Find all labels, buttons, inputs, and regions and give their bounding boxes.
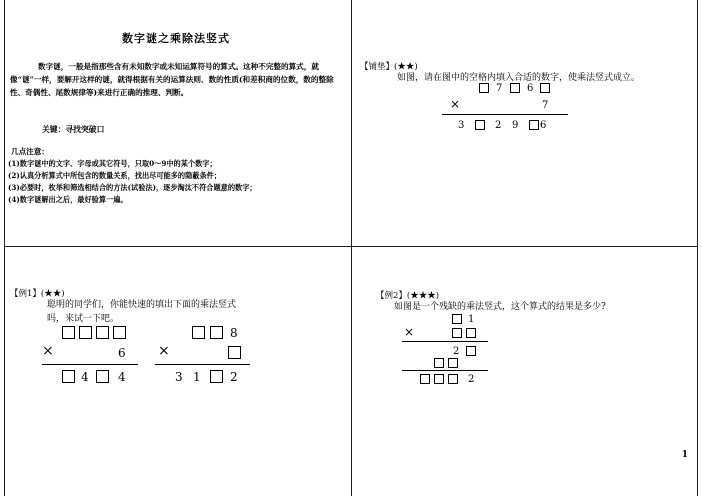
- notes-list: [8, 158, 257, 206]
- blank-box[interactable]: [62, 326, 75, 339]
- blank-box[interactable]: [192, 326, 205, 339]
- times-sign: ×: [42, 343, 54, 359]
- digit: 1: [193, 370, 201, 384]
- product-line: [402, 370, 488, 371]
- page-title: 数字谜之乘除法竖式: [122, 32, 230, 45]
- digit: 9: [512, 120, 519, 131]
- blank-box[interactable]: [540, 83, 550, 93]
- note-item: (3)必要时，枚举和筛选相结合的方法(试验法)，逐步淘汰不符合题意的数字；: [8, 183, 257, 192]
- blank-box[interactable]: [228, 346, 241, 359]
- blank-box[interactable]: [79, 326, 92, 339]
- blank-box[interactable]: [448, 374, 458, 384]
- warmup-question: 如图，请在图中的空格内填入合适的数字，使乘法竖式成立。: [397, 73, 641, 83]
- times-sign: ×: [404, 325, 415, 339]
- blank-box[interactable]: [96, 370, 109, 383]
- page-number: 1: [681, 450, 688, 460]
- blank-box[interactable]: [434, 358, 444, 368]
- product-line: [155, 364, 250, 365]
- digit: 4: [118, 370, 126, 384]
- digit: 2: [495, 120, 502, 131]
- example1-label: 【例1】(★★): [10, 289, 65, 299]
- blank-box[interactable]: [479, 83, 489, 93]
- digit: 4: [81, 370, 89, 384]
- digit: 2: [453, 346, 460, 357]
- digit: 3: [175, 370, 183, 384]
- digit: 3: [458, 120, 465, 131]
- digit: 8: [230, 326, 238, 340]
- times-sign: ×: [158, 343, 170, 359]
- times-sign: ×: [450, 97, 461, 111]
- blank-box[interactable]: [452, 328, 462, 338]
- example2-label: 【例2】(★★★): [376, 291, 440, 301]
- blank-box[interactable]: [510, 83, 520, 93]
- intro-paragraph: 数字谜，一般是指那些含有未知数字或未知运算符号的算式。这种不完整的算式，就像“谜”一样，要解开这样的谜，就得根据有关的运算法则、数的性质(和差积商的位数，数的整除性、奇偶性、尾数规律等)来进行正确的推理、判断。: [10, 62, 334, 97]
- digit: 6: [527, 83, 534, 94]
- blank-box[interactable]: [96, 326, 109, 339]
- key-point: 关键：寻找突破口: [42, 125, 105, 134]
- page-divider-horizontal: [4, 246, 698, 247]
- example1-question-line2: 吗，来试一下吧。: [47, 314, 120, 324]
- blank-box[interactable]: [210, 326, 223, 339]
- product-line: [402, 341, 488, 342]
- page-border-left: [4, 0, 5, 496]
- digit: 6: [540, 120, 547, 131]
- note-item: (4)数字谜解出之后，最好验算一遍。: [8, 195, 128, 204]
- blank-box[interactable]: [529, 120, 539, 130]
- blank-box[interactable]: [448, 358, 458, 368]
- digit: 2: [230, 370, 238, 384]
- blank-box[interactable]: [466, 346, 476, 356]
- product-line: [442, 114, 568, 115]
- example1-question-line1: 聪明的同学们，你能快速的填出下面的乘法竖式: [47, 300, 237, 310]
- page-border-right: [697, 0, 698, 496]
- blank-box[interactable]: [113, 326, 126, 339]
- page-divider-vertical: [351, 0, 352, 496]
- blank-box[interactable]: [420, 374, 430, 384]
- product-line: [42, 364, 138, 365]
- example2-question: 如图是一个残缺的乘法竖式，这个算式的结果是多少?: [394, 302, 606, 312]
- blank-box[interactable]: [434, 374, 444, 384]
- multiplier-digit: 6: [118, 346, 126, 360]
- digit: 1: [468, 314, 475, 325]
- blank-box[interactable]: [475, 120, 485, 130]
- note-item: (1)数字谜中的文字、字母或其它符号，只取0～9中的某个数字；: [8, 159, 217, 168]
- digit: 2: [468, 374, 475, 385]
- blank-box[interactable]: [466, 328, 476, 338]
- digit: 7: [496, 83, 503, 94]
- warmup-label: 【铺垫】(★★): [360, 62, 418, 72]
- blank-box[interactable]: [210, 370, 223, 383]
- multiplier-digit: 7: [542, 100, 549, 111]
- note-item: (2)认真分析算式中所包含的数量关系，找出尽可能多的隐蔽条件；: [8, 171, 222, 180]
- blank-box[interactable]: [452, 314, 462, 324]
- notes-title: 几点注意：: [11, 147, 49, 156]
- blank-box[interactable]: [62, 370, 75, 383]
